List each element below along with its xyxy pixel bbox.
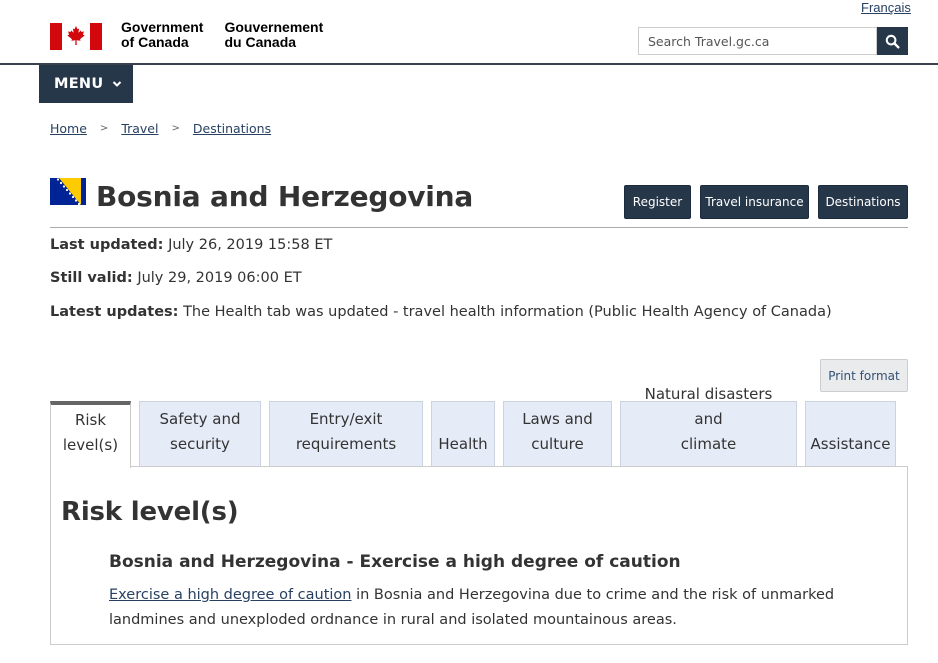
destinations-button[interactable]: Destinations [818, 185, 908, 219]
travel-insurance-button[interactable]: Travel insurance [700, 185, 809, 219]
breadcrumb-travel[interactable]: Travel [121, 121, 159, 136]
signature-french: Gouvernement du Canada [224, 19, 324, 50]
menu-label: MENU [54, 76, 104, 92]
latest-updates-label: Latest updates: [50, 304, 179, 320]
breadcrumb-destinations[interactable]: Destinations [192, 121, 272, 136]
tab-natural-disasters[interactable]: Natural disasters and climate [620, 401, 797, 467]
canada-flag-icon [50, 23, 102, 50]
breadcrumb [50, 121, 271, 136]
tab-risk-levels[interactable]: Risk level(s) [50, 401, 131, 468]
search-button[interactable] [877, 27, 908, 55]
last-updated [50, 237, 332, 253]
advisory-link[interactable]: Exercise a high degree of caution [109, 587, 352, 603]
breadcrumb-home[interactable]: Home [50, 121, 87, 136]
risk-level-subheading: Bosnia and Herzegovina - Exercise a high degree of caution [109, 552, 681, 572]
search-icon [885, 34, 900, 49]
advisory-body: in Bosnia and Herzegovina due to crime and the risk of unmarked landmines and unexploded ordnance in rural and isolated mountainous areas. [109, 587, 835, 628]
tab-health[interactable]: Health [431, 401, 495, 467]
still-valid-label: Still valid: [50, 270, 133, 286]
last-updated-value: July 26, 2019 15:58 ET [168, 237, 333, 253]
action-buttons [624, 185, 908, 219]
latest-updates-value: The Health tab was updated - travel health information (Public Health Agency of Canada) [183, 304, 832, 320]
government-signature[interactable] [50, 20, 323, 50]
page-title-row [50, 180, 473, 213]
page-title: Bosnia and Herzegovina [96, 180, 474, 213]
site-search [638, 27, 908, 55]
risk-levels-panel [50, 466, 908, 645]
tab-entry-exit[interactable]: Entry/exit requirements [269, 401, 423, 467]
header-divider [0, 63, 938, 65]
last-updated-label: Last updated: [50, 237, 164, 253]
advisory-tabs [50, 385, 896, 468]
breadcrumb-separator: > [171, 123, 180, 134]
signature-english: Government of Canada [121, 19, 204, 50]
tab-safety-security[interactable]: Safety and security [139, 401, 261, 467]
language-toggle-link[interactable]: Français [861, 0, 911, 15]
register-button[interactable]: Register [624, 185, 691, 219]
advisory-text [109, 583, 849, 633]
still-valid-value: July 29, 2019 06:00 ET [137, 270, 302, 286]
tab-laws-culture[interactable]: Laws and culture [503, 401, 612, 467]
latest-updates [50, 304, 832, 320]
print-format-button[interactable]: Print format [820, 359, 908, 392]
panel-heading: Risk level(s) [61, 497, 239, 527]
menu-button[interactable] [39, 65, 133, 103]
search-input[interactable] [638, 27, 877, 55]
breadcrumb-separator: > [99, 123, 109, 134]
chevron-down-icon [112, 79, 122, 89]
bosnia-flag-icon [50, 178, 86, 205]
still-valid [50, 270, 302, 286]
tab-assistance[interactable]: Assistance [805, 401, 896, 467]
title-divider [50, 227, 908, 228]
